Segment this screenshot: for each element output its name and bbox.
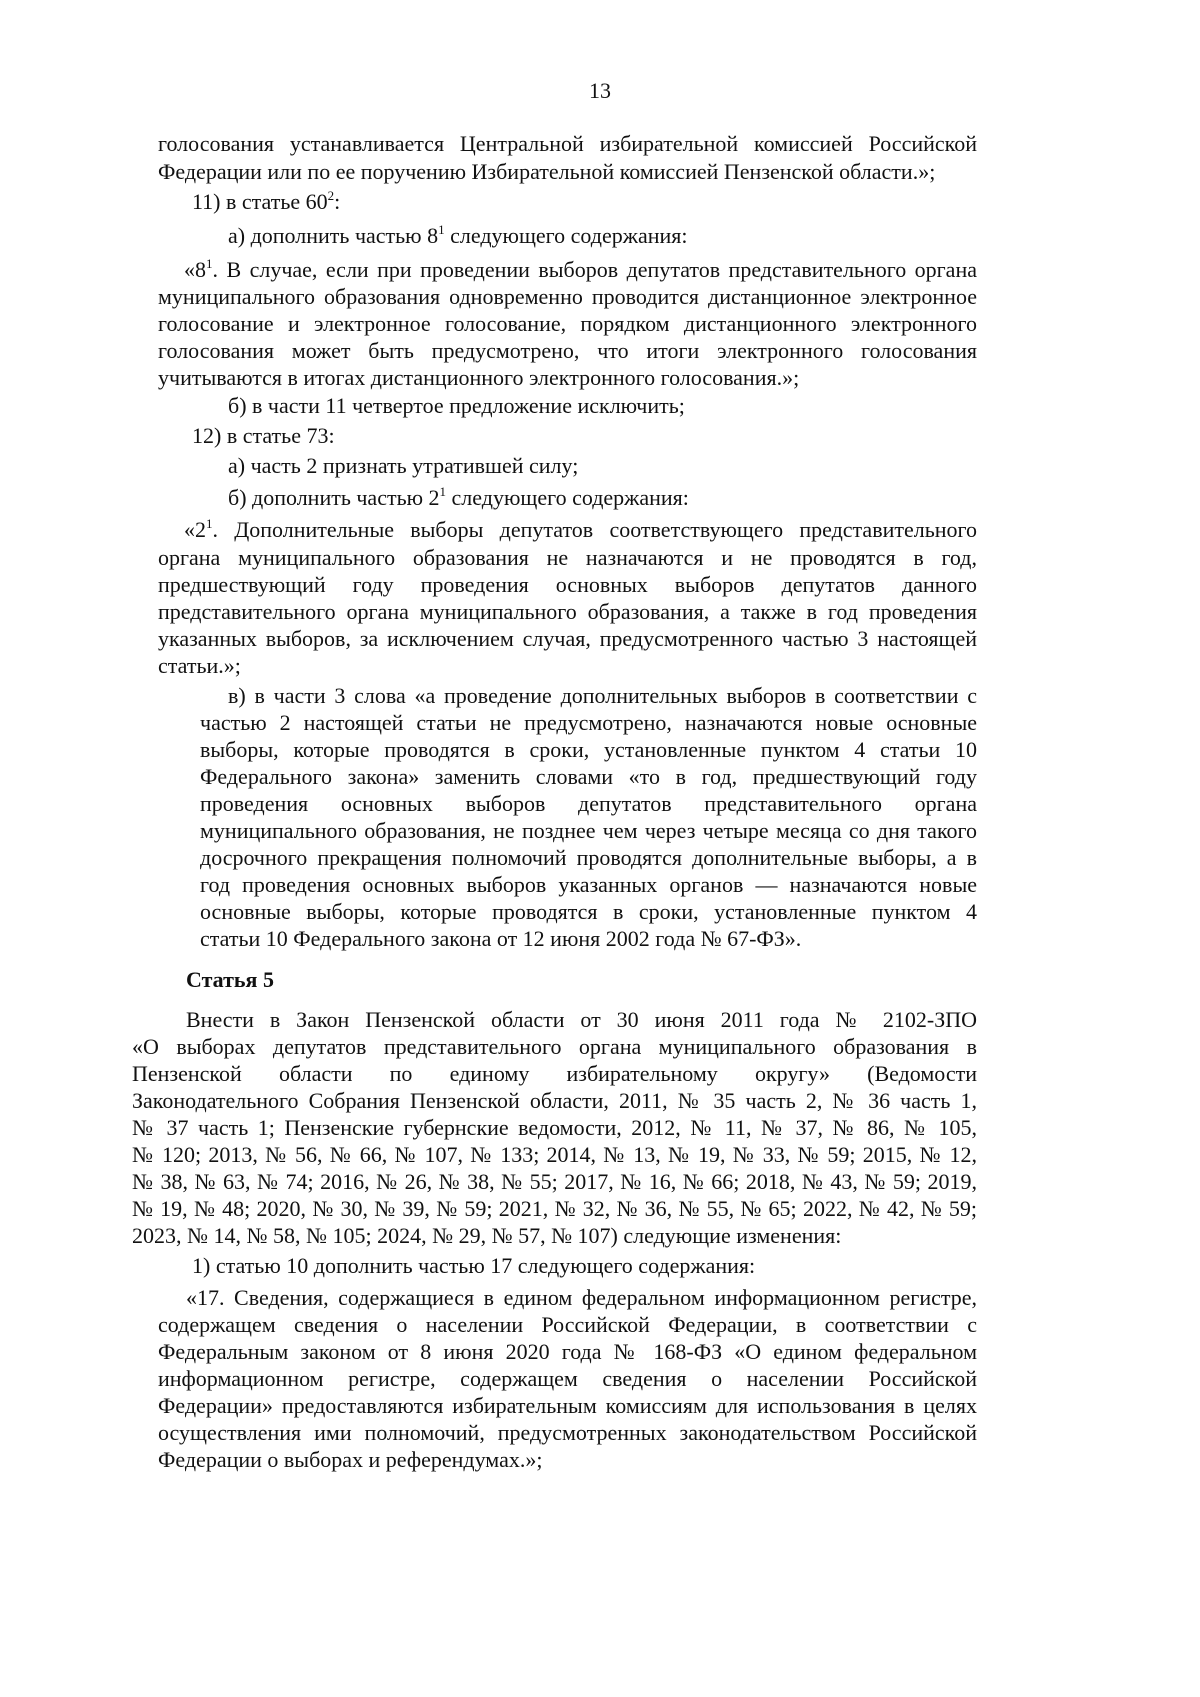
paragraph-line: Внести в Закон Пензенской области от 30 июня 2011 года № 2102-ЗПО: [186, 1007, 977, 1032]
quote-line: содержащем сведения о населении Российской Федерации, в соответствии с: [158, 1312, 977, 1337]
sub-item-12v-line: в) в части 3 слова «а проведение дополнительных выборов в соответствии с: [228, 683, 977, 708]
sub-item-12v-line: проведения основных выборов депутатов представительного органа: [200, 791, 977, 816]
quote-line: муниципального образования одновременно проводится дистанционное электронное: [158, 284, 977, 309]
quote-line: органа муниципального образования не назначаются и не проводятся в год,: [158, 545, 977, 570]
superscript: 2: [327, 188, 335, 203]
paragraph-line: № 19, № 48; 2020, № 30, № 39, № 59; 2021, № 32, № 36, № 55, № 65; 2022, № 42, № 59;: [132, 1196, 977, 1221]
sub-item-12v-line: муниципального образования, не позднее чем через четыре месяца со дня такого: [200, 818, 977, 843]
page-number: 13: [589, 78, 611, 103]
superscript: 1: [438, 222, 445, 237]
quote-line: статьи.»;: [158, 653, 241, 678]
quote-line: предшествующий году проведения основных выборов депутатов данного: [158, 572, 977, 597]
quote-text: . Дополнительные выборы депутатов соответствующего представительного: [212, 517, 977, 542]
sub-item-12v-line: досрочного прекращения полномочий проводятся дополнительные выборы, а в: [200, 845, 977, 870]
article-heading: Статья 5: [186, 967, 274, 992]
quote-line: информационном регистре, содержащем сведения о населении Российской: [158, 1366, 977, 1391]
quote-line: Федерации» предоставляются избирательным комиссиям для использования в целях: [158, 1393, 977, 1418]
quote-text: «2: [184, 517, 206, 542]
quote-text: . В случае, если при проведении выборов депутатов представительного органа: [212, 257, 977, 282]
sub-item-12v-line: год проведения основных выборов указанных органов — назначаются новые: [200, 872, 977, 897]
sub-item-12v-line: Федерального закона» заменить словами «то в год, предшествующий году: [200, 764, 977, 789]
sub-item-11b: б) в части 11 четвертое предложение исключить;: [228, 393, 685, 418]
paragraph-line: № 37 часть 1; Пензенские губернские ведомости, 2012, № 11, № 37, № 86, № 105,: [132, 1115, 977, 1140]
list-item-text: следующего содержания:: [444, 223, 688, 248]
quote-line: указанных выборов, за исключением случая, предусмотренного частью 3 настоящей: [158, 626, 977, 651]
paragraph-line: 2023, № 14, № 58, № 105; 2024, № 29, № 57, № 107) следующие изменения:: [132, 1223, 842, 1248]
quote-line: «17. Сведения, содержащиеся в едином федеральном информационном регистре,: [186, 1285, 977, 1310]
list-item-11: [192, 188, 340, 216]
sub-item-12v-line: основные выборы, которые проводятся в сроки, установленные пунктом 4: [200, 899, 977, 924]
paragraph-line: № 120; 2013, № 56, № 66, № 107, № 133; 2014, № 13, № 19, № 33, № 59; 2015, № 12,: [132, 1142, 977, 1167]
sub-item-11a: [228, 222, 687, 250]
list-item-text: :: [334, 189, 341, 214]
quote-line: осуществления ими полномочий, предусмотренных законодательством Российской: [158, 1420, 977, 1445]
list-item-1: 1) статью 10 дополнить частью 17 следующего содержания:: [192, 1253, 756, 1278]
list-item-text: следующего содержания:: [446, 485, 689, 510]
quote-line: учитываются в итогах дистанционного электронного голосования.»;: [158, 365, 800, 390]
sub-item-12v-line: выборы, которые проводятся в сроки, установленные пунктом 4 статьи 10: [200, 737, 977, 762]
sub-item-12a: а) часть 2 признать утратившей силу;: [228, 453, 579, 478]
sub-item-12v-line: частью 2 настоящей статьи не предусмотрено, назначаются новые основные: [200, 710, 977, 735]
superscript: 1: [206, 256, 213, 271]
paragraph-line: Пензенской области по единому избирательному округу» (Ведомости: [132, 1061, 977, 1086]
quote-text: «8: [184, 257, 206, 282]
quote-line: [184, 256, 977, 284]
quote-line: Федерации о выборах и референдумах.»;: [158, 1447, 543, 1472]
quote-line: голосования может быть предусмотрено, что итоги электронного голосования: [158, 338, 977, 363]
paragraph-line: Законодательного Собрания Пензенской области, 2011, № 35 часть 2, № 36 часть 1,: [132, 1088, 977, 1113]
superscript: 1: [439, 484, 447, 499]
paragraph-line: № 38, № 63, № 74; 2016, № 26, № 38, № 55; 2017, № 16, № 66; 2018, № 43, № 59; 2019,: [132, 1169, 977, 1194]
quote-line: [184, 516, 977, 544]
quote-line: представительного органа муниципального образования, а также в год проведения: [158, 599, 977, 624]
paragraph-line: Федерации или по ее поручению Избирательной комиссией Пензенской области.»;: [158, 159, 936, 184]
paragraph-line: голосования устанавливается Центральной избирательной комиссией Российской: [158, 131, 977, 156]
list-item-text: б) дополнить частью 2: [228, 485, 440, 510]
paragraph-line: «О выборах депутатов представительного органа муниципального образования в: [132, 1034, 977, 1059]
superscript: 1: [206, 516, 213, 531]
sub-item-12v-line: статьи 10 Федерального закона от 12 июня 2002 года № 67-ФЗ».: [200, 926, 802, 951]
list-item-12: 12) в статье 73:: [192, 423, 335, 448]
list-item-text: а) дополнить частью 8: [228, 223, 439, 248]
quote-line: голосование и электронное голосование, порядком дистанционного электронного: [158, 311, 977, 336]
list-item-text: 11) в статье 60: [192, 189, 328, 214]
quote-line: Федеральным законом от 8 июня 2020 года № 168-ФЗ «О едином федеральном: [158, 1339, 977, 1364]
sub-item-12b: [228, 484, 689, 512]
